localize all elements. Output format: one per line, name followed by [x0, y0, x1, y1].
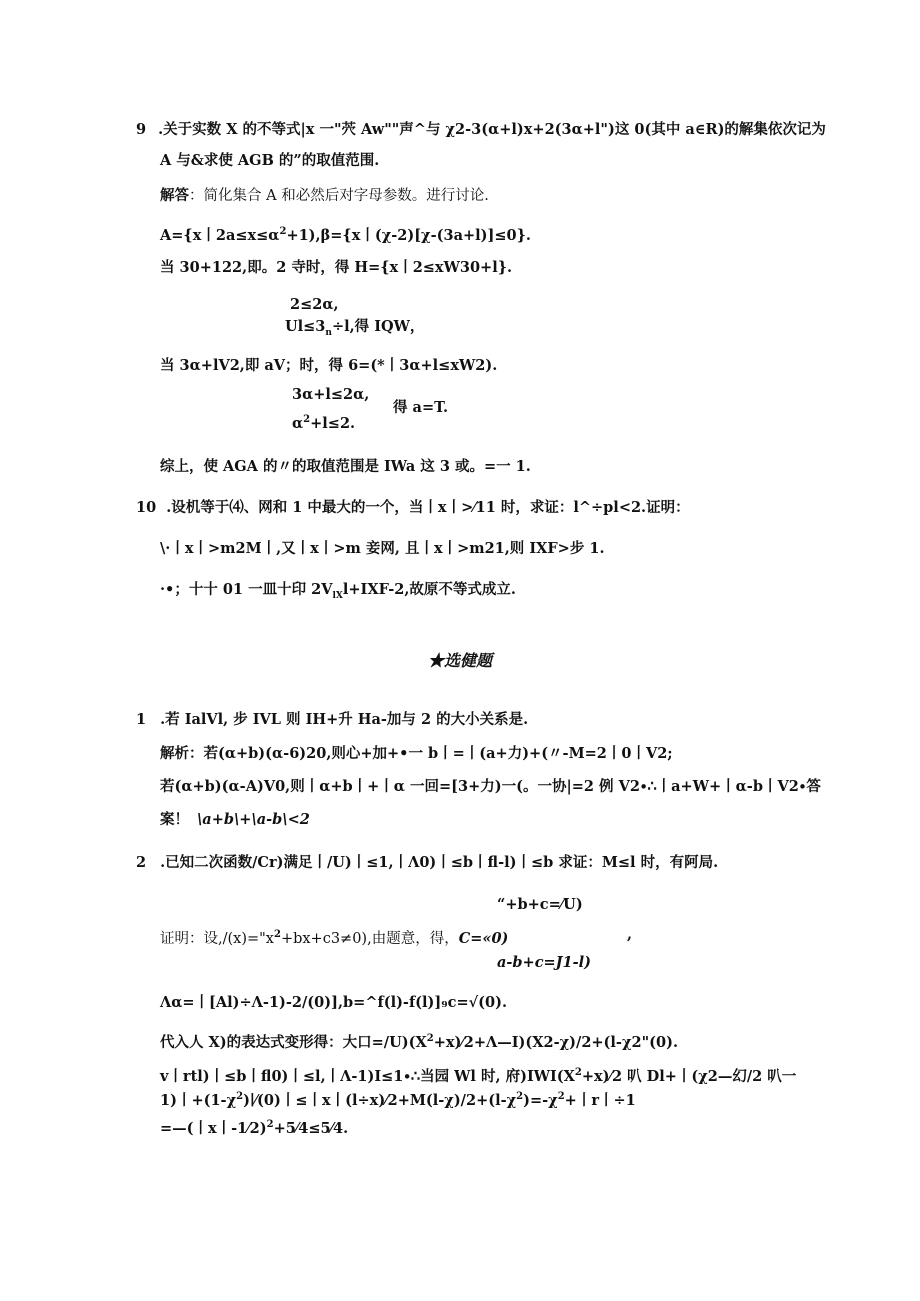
answer-text: \a+b\+\a-b\<2 [197, 811, 310, 828]
case-2-line: 当 3α+lV2,即 aV；时，得 6=(*丨3α+l≤xW2). [160, 357, 498, 374]
analysis-text: ：若(α+b)(α-6)20,则心+加+•一 b丨=丨(a+力)+(〃-M=2丨0丨V2; [189, 745, 673, 762]
system-2-line-a: 3α+l≤2α, [292, 386, 370, 403]
superscript: 2 [557, 1091, 565, 1102]
extra-2-line-1 [136, 853, 718, 873]
sub-text-a: 代入人 X)的表达式变形得：大口=/U)(X [160, 1033, 427, 1051]
set-b-text: +1),β={x丨(χ-2)[χ-(3a+l)]≤0}. [286, 226, 531, 244]
sys1-b-text: Ul≤3 [285, 318, 326, 335]
sys2-b2: +l≤2. [310, 414, 356, 432]
extra-1-line-3: 若(α+b)(α-A)V0,则丨α+b丨+丨α 一回=[3+力)一(。一协|=2 例 V2∙∴丨a+W+丨α-b丨V2∙答 [160, 778, 821, 795]
problem-text: .若 IalVl, 步 IVL 则 IH+升 Ha-加与 2 的大小关系是. [160, 711, 529, 728]
proof-text: 证明：设,/(x)="x [160, 930, 274, 947]
problem-number: 9 [136, 121, 147, 138]
v2-text-c: )=-χ [523, 1091, 558, 1109]
extra-1-line-2 [160, 744, 673, 764]
system-2-result: 得 a=T. [393, 399, 449, 416]
final-text-a: =—(丨x丨-1⁄2) [160, 1119, 267, 1137]
superscript: 2 [266, 1119, 274, 1130]
superscript: 2 [426, 1033, 434, 1044]
case-1-line: 当 30+122,即。2 寺时，得 H={x丨2≤xW30+l}. [160, 259, 513, 276]
proof-text-2: +bx+c3≠0),由题意，得， [280, 930, 459, 947]
superscript: 2 [516, 1091, 524, 1102]
line3-b: l+IXF-2,故原不等式成立. [342, 581, 516, 598]
problem-number: 2 [136, 854, 147, 871]
problem-10-line-2: \·丨x丨>m2M丨,又丨x丨>m 妾网, 且丨x丨>m21,则 IXF>步 1. [160, 540, 605, 557]
problem-10-line-3 [160, 580, 516, 606]
final-line [160, 1115, 348, 1139]
proof-comma: , [627, 926, 633, 943]
problem-text: .已知二次函数/Cr)满足丨/U)丨≤1,丨Λ0)丨≤b丨fl-l)丨≤b 求证：M≤l 时，有阿局. [160, 854, 719, 871]
equation-top: “+b+c=⁄U) [497, 896, 583, 913]
set-a-text: A={x丨2a≤x≤α [160, 226, 280, 244]
superscript: 2 [236, 1091, 244, 1102]
problem-number: 10 [136, 499, 157, 516]
final-text-b: +5⁄4≤5⁄4. [273, 1119, 349, 1137]
analysis-label: 解析 [160, 745, 189, 762]
v2-text-d: +丨r丨÷1 [564, 1091, 636, 1109]
superscript: 2 [574, 1067, 582, 1078]
lambda-line: Λα=丨[Al)÷Λ-1)-2/(0)],b=^f(l)-f(l)]₉c=√(0). [160, 994, 507, 1011]
problem-10-line-1 [136, 498, 690, 518]
extra-1-line-4 [160, 810, 310, 830]
v1-text-a: v丨rtl)丨≤b丨fl0)丨≤l,丨Λ-1)I≤1∙∴当园 Wl 时, 府)IWI(X [160, 1067, 575, 1085]
section-title: ★选健题 [428, 651, 493, 670]
problem-text: .设机等于⑷、网和 1 中最大的一个，当丨x丨>⁄11 时，求证：l^÷pl<2.证明： [166, 499, 690, 516]
sys1-c-text: ÷l,得 IQW， [331, 318, 425, 335]
superscript: 2 [279, 226, 287, 237]
extra-1-line-1 [136, 710, 528, 730]
line3-a: ·•；十十 01 一皿十印 2V [160, 581, 333, 598]
solution-line [160, 186, 489, 206]
sub-text-b: +x)⁄2+Λ—I)(X2-χ)/2+(l-χ2"(0). [433, 1033, 678, 1051]
equation-bottom: a-b+c=J1-l) [497, 954, 592, 971]
proof-line [160, 925, 508, 949]
substitution-line [160, 1029, 678, 1053]
inequality-line-2 [160, 1087, 636, 1111]
answer-label: 案！ [160, 811, 189, 828]
problem-text: .关于实数 X 的不等式|x 一"茓 Aw""声^与 χ2-3(α+l)x+2(3α+l")这 0(其中 a∈R)的解集依次记为 [158, 121, 826, 138]
set-definition-line [160, 222, 531, 246]
inequality-line-1 [160, 1063, 796, 1087]
superscript: 2 [303, 414, 311, 425]
solution-text: ：简化集合 A 和必然后对字母参数。进行讨论. [189, 188, 489, 204]
sys2-b1: α [292, 414, 304, 432]
solution-label: 解答 [160, 187, 189, 204]
system-1-line-a: 2≤2α, [290, 296, 339, 313]
subscript: n [325, 327, 332, 338]
problem-9-line-1 [136, 120, 826, 140]
problem-number: 1 [136, 711, 147, 728]
system-1-line-b [285, 317, 424, 343]
system-2-line-b [292, 410, 355, 434]
v2-text-a: 1)丨+(1-χ [160, 1091, 237, 1109]
subscript: lX [332, 590, 343, 601]
superscript: 2 [273, 929, 281, 940]
v2-text-b: )∣⁄(0)丨≤丨x丨(l÷x)⁄2+M(l-χ)/2+(l-χ [243, 1091, 517, 1109]
conclusion-line: 综上，使 AGA 的〃的取值范围是 IWa 这 3 或。=一 1. [160, 458, 531, 475]
problem-9-line-2: A 与&求使 AGB 的”的取值范围. [160, 152, 380, 169]
v1-text-b: +x)⁄2 叭 Dl+丨(χ2—幻/2 叭一 [581, 1067, 797, 1085]
proof-equation: C=«0) [458, 929, 509, 947]
